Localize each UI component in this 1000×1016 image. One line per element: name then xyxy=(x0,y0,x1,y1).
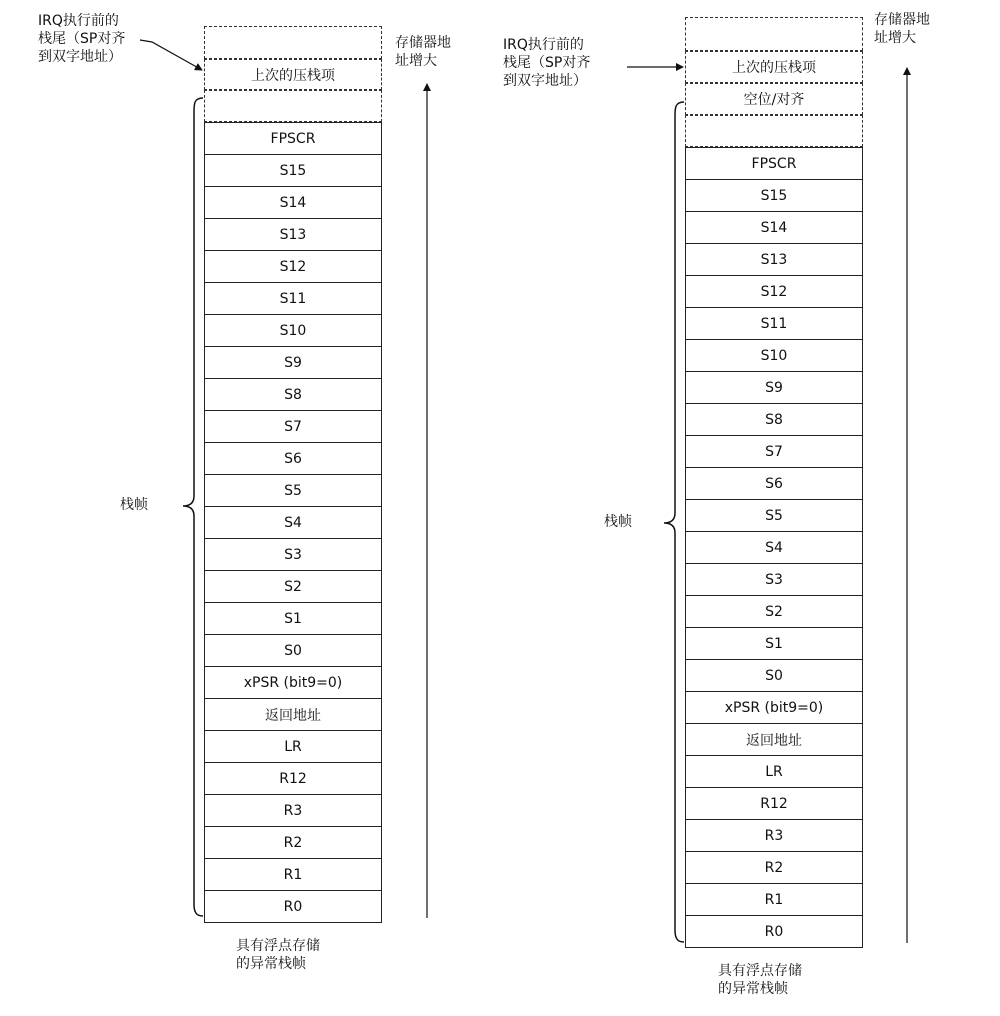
address-increase-label: 存储器地 址增大 xyxy=(395,35,451,69)
stack-cell: LR xyxy=(685,755,863,788)
stack-frame-brace xyxy=(664,102,684,942)
stack-cell: S6 xyxy=(685,467,863,500)
stack-cell: R3 xyxy=(685,819,863,852)
stack-cell: R1 xyxy=(685,883,863,916)
stack-cell: S13 xyxy=(204,218,382,251)
stack-cell: 返回地址 xyxy=(685,723,863,756)
stack-cell: S2 xyxy=(204,570,382,603)
stack-cell: S1 xyxy=(204,602,382,635)
sp-label: IRQ执行前的 栈尾（SP对齐 到双字地址） xyxy=(38,13,126,65)
stack-cell: S5 xyxy=(685,499,863,532)
sp-pointer-line xyxy=(140,40,202,70)
stack-cell: S7 xyxy=(204,410,382,443)
stack-cell: S15 xyxy=(685,179,863,212)
stack-cell: S7 xyxy=(685,435,863,468)
stack-cell: S10 xyxy=(204,314,382,347)
stack-frame-label: 栈帧 xyxy=(120,497,148,513)
stack-cell: R1 xyxy=(204,858,382,891)
stack-cell: S5 xyxy=(204,474,382,507)
stack-cell: S3 xyxy=(685,563,863,596)
stack-cell: R0 xyxy=(685,915,863,948)
sp-label: IRQ执行前的 栈尾（SP对齐 到双字地址） xyxy=(503,37,591,89)
previous-stack-item-label: 上次的压栈项 xyxy=(251,67,335,84)
stack-cell: R0 xyxy=(204,890,382,923)
stack-cell: S12 xyxy=(685,275,863,308)
stack-cell: S10 xyxy=(685,339,863,372)
stack-cell: S8 xyxy=(685,403,863,436)
stack-cell: R12 xyxy=(685,787,863,820)
stack-cell: R2 xyxy=(204,826,382,859)
stack-cell: S14 xyxy=(204,186,382,219)
address-increase-label: 存储器地 址增大 xyxy=(874,12,930,46)
stack-cell: FPSCR xyxy=(685,147,863,180)
stack-cell: S2 xyxy=(685,595,863,628)
stack-cell: S6 xyxy=(204,442,382,475)
stack-cell: S3 xyxy=(204,538,382,571)
stack-cell: R2 xyxy=(685,851,863,884)
stack-cell: S9 xyxy=(685,371,863,404)
stack-cell: S4 xyxy=(204,506,382,539)
stack-cell: 返回地址 xyxy=(204,698,382,731)
stack-cell: R3 xyxy=(204,794,382,827)
previous-stack-item-label: 上次的压栈项 xyxy=(732,60,816,76)
stack-cell: FPSCR xyxy=(204,122,382,155)
diagram-caption: 具有浮点存储 的异常栈帧 xyxy=(236,938,320,972)
diagram-caption: 具有浮点存储 的异常栈帧 xyxy=(718,963,802,997)
stack-cell: xPSR (bit9=0) xyxy=(685,691,863,724)
stack-cell: LR xyxy=(204,730,382,763)
stack-cell: S0 xyxy=(685,659,863,692)
stack-cell: R12 xyxy=(204,762,382,795)
stack-cell: S0 xyxy=(204,634,382,667)
stack-cell: S15 xyxy=(204,154,382,187)
stack-frame-brace xyxy=(183,98,203,916)
stack-cell: S9 xyxy=(204,346,382,379)
stack-cell: S14 xyxy=(685,211,863,244)
stack-frame-label: 栈帧 xyxy=(604,514,632,530)
stack-cell: S13 xyxy=(685,243,863,276)
stack-cell: S8 xyxy=(204,378,382,411)
stack-cell: xPSR (bit9=0) xyxy=(204,666,382,699)
alignment-padding-label: 空位/对齐 xyxy=(743,92,805,108)
stack-cell: S4 xyxy=(685,531,863,564)
stack-cell: S12 xyxy=(204,250,382,283)
stack-cell: S11 xyxy=(685,307,863,340)
stack-cell: S11 xyxy=(204,282,382,315)
stack-cell: S1 xyxy=(685,627,863,660)
